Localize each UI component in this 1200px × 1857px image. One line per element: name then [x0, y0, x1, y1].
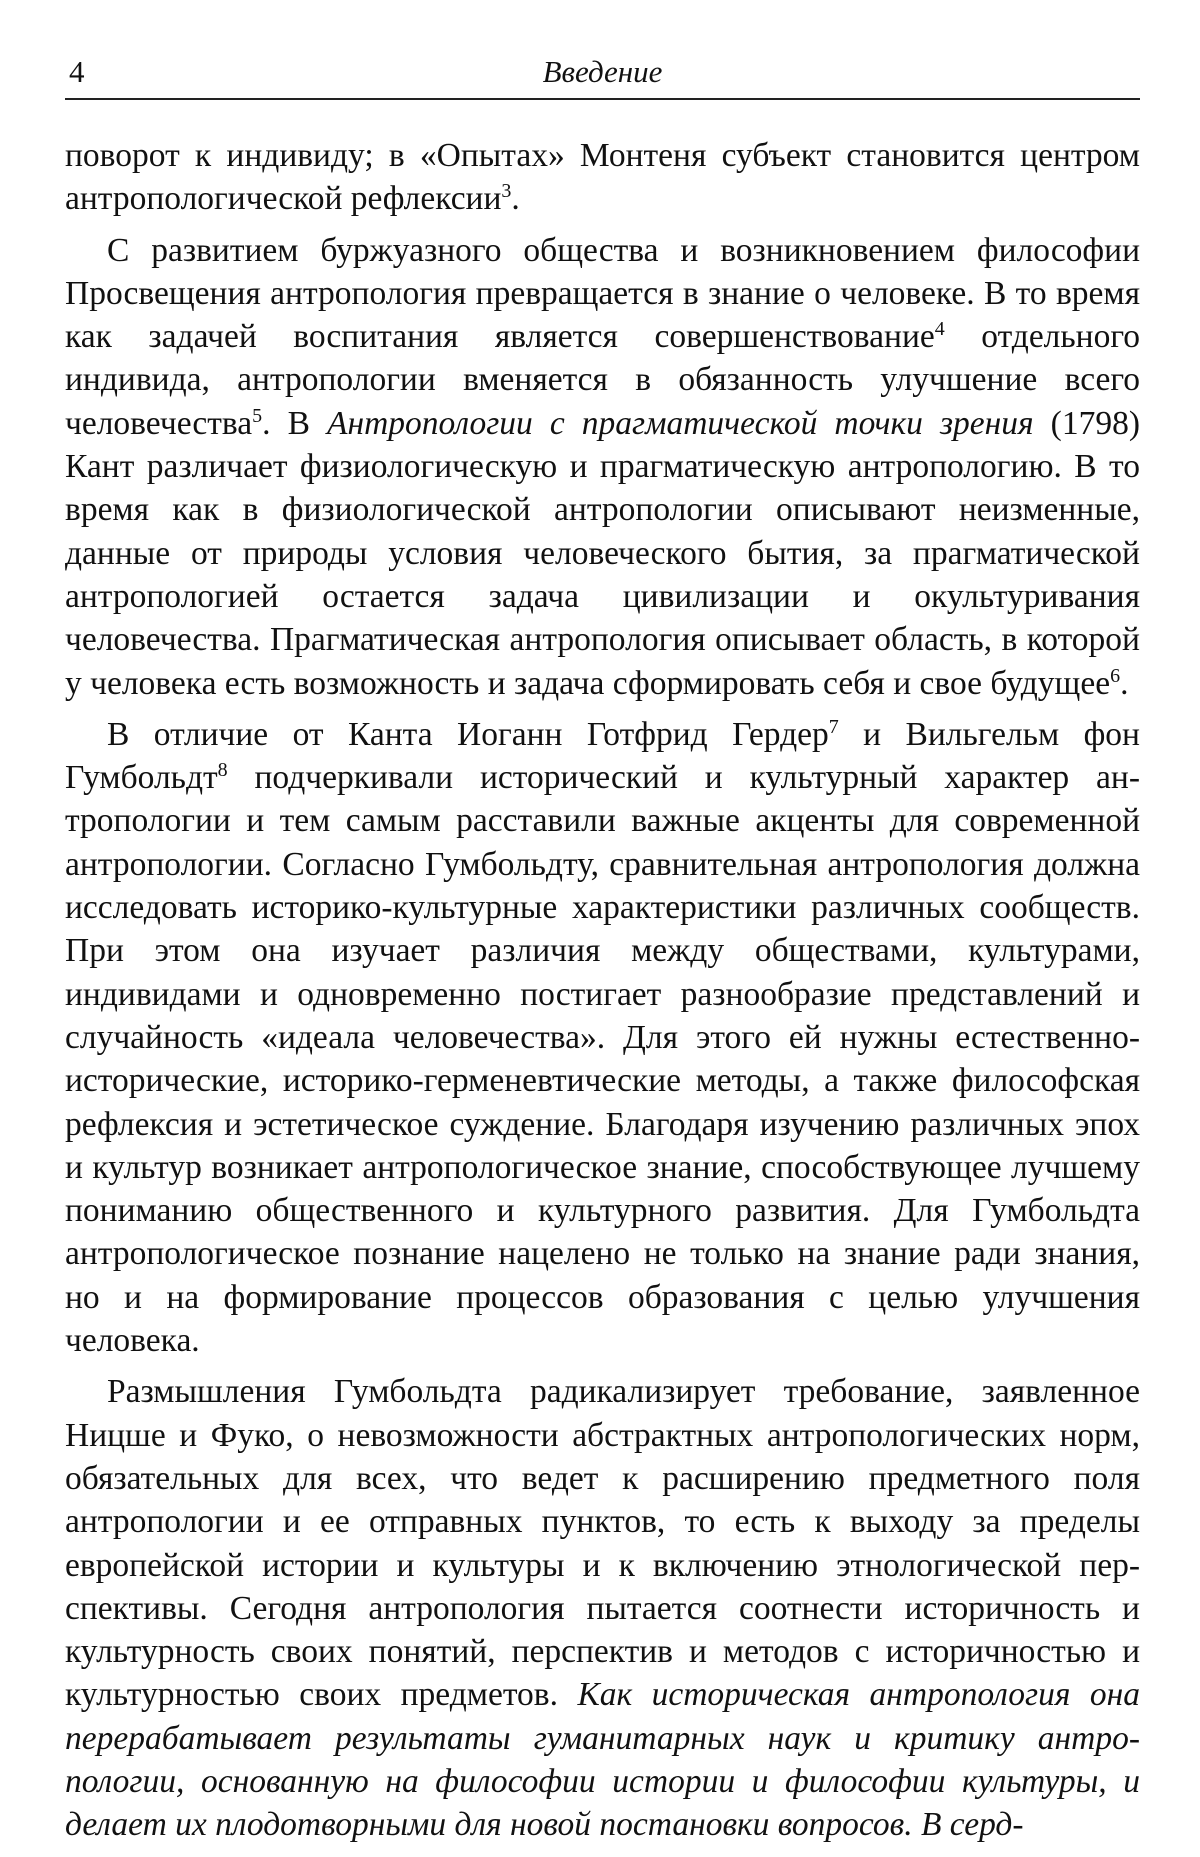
paragraph: [65, 1370, 1140, 1846]
italic-text: Антропологии с прагматической точки зрения: [327, 404, 1034, 442]
paragraph: [65, 713, 1140, 1362]
body-text: [65, 134, 1140, 1847]
book-page: [65, 40, 1140, 1855]
text-run: и Вильгельм фон Гумбольдт: [65, 715, 1140, 797]
running-head: [65, 40, 1140, 100]
footnote-marker: 5: [252, 404, 263, 427]
italic-text: Как историческая антропология она перерабатывает результаты гуманитарных наук и критику антропологии, основанную на философии истории и философии культуры, и делает их плодотворными для новой постановки вопросов. В серд-: [65, 1676, 1140, 1844]
text-run: . В: [262, 404, 328, 442]
running-title: Введение: [542, 54, 663, 89]
text-run: .: [1120, 664, 1129, 702]
footnote-marker: 8: [217, 759, 228, 781]
text-run: поворот к индивиду; в «Опытах» Монтеня субъект становится центром антропологической рефлексии: [65, 137, 1140, 218]
text-run: подчеркивали исторический и культурный характер антропологии и тем самым расставили важные акценты для современной антропологии. Согласно Гумбольдту, сравнительная антропология должна исследовать историко-культурные характеристики различных сообществ. При этом она изучает различия между обществами, культурами, индивидами и одновременно постигает разнообразие представлений и случайность «идеала человечества». Для этого ей нужны естественно-исторические, историко-герменевтические методы, а также философская рефлексия и эстетическое суждение. Благодаря изучению различных эпох и культур возникает антропологическое знание, способствующее лучшему пониманию общественного и культурного развития. Для Гумбольдта антропологическое познание нацелено не только на знание ради знания, но и на формирование процессов образования с целью улучшения человека.: [65, 759, 1140, 1360]
text-run: (1798) Кант различает физиологическую и прагматическую антропологию. В то время как в физиологической антропологии описывают неизменные, данные от природы условия человеческого бытия, за прагматической антропологией остается задача цивилизации и окультуривания человечества. Прагматическая антропология описывает область, в которой у человека есть возможность и задача сформировать себя и свое будущее: [65, 404, 1140, 702]
text-run: .: [511, 180, 520, 218]
paragraph: [65, 134, 1140, 221]
footnote-marker: 4: [934, 318, 945, 341]
footnote-marker: 7: [828, 715, 839, 738]
text-run: Размышления Гумбольдта радикализирует требование, заявленное Ницше и Фуко, о невозможности абстрактных антропологических норм, обязательных для всех, что ведет к расширению предметного поля антропологии и ее отправных пунктов, то есть к выходу за пределы европейской истории и культуры и к включению этнологической перспективы. Сегодня антропология пытается соотнести историчность и культурность своих понятий, перспектив и методов с историчностью и культурностью своих предметов.: [65, 1373, 1140, 1714]
text-run: В отличие от Канта Иоганн Готфрид Гердер: [107, 715, 829, 753]
page-number: 4: [69, 54, 85, 89]
footnote-marker: 3: [501, 180, 512, 203]
footnote-marker: 6: [1110, 664, 1121, 687]
paragraph: [65, 229, 1140, 705]
text-run: С развитием буржуазного общества и возникновением философии Просвещения антропология превращается в знание о человеке. В то время как задачей воспитания является совершенствование: [65, 231, 1140, 356]
text-run: отдельного индивида, антропологии вменяется в обязанность улучшение всего человечества: [65, 318, 1141, 442]
